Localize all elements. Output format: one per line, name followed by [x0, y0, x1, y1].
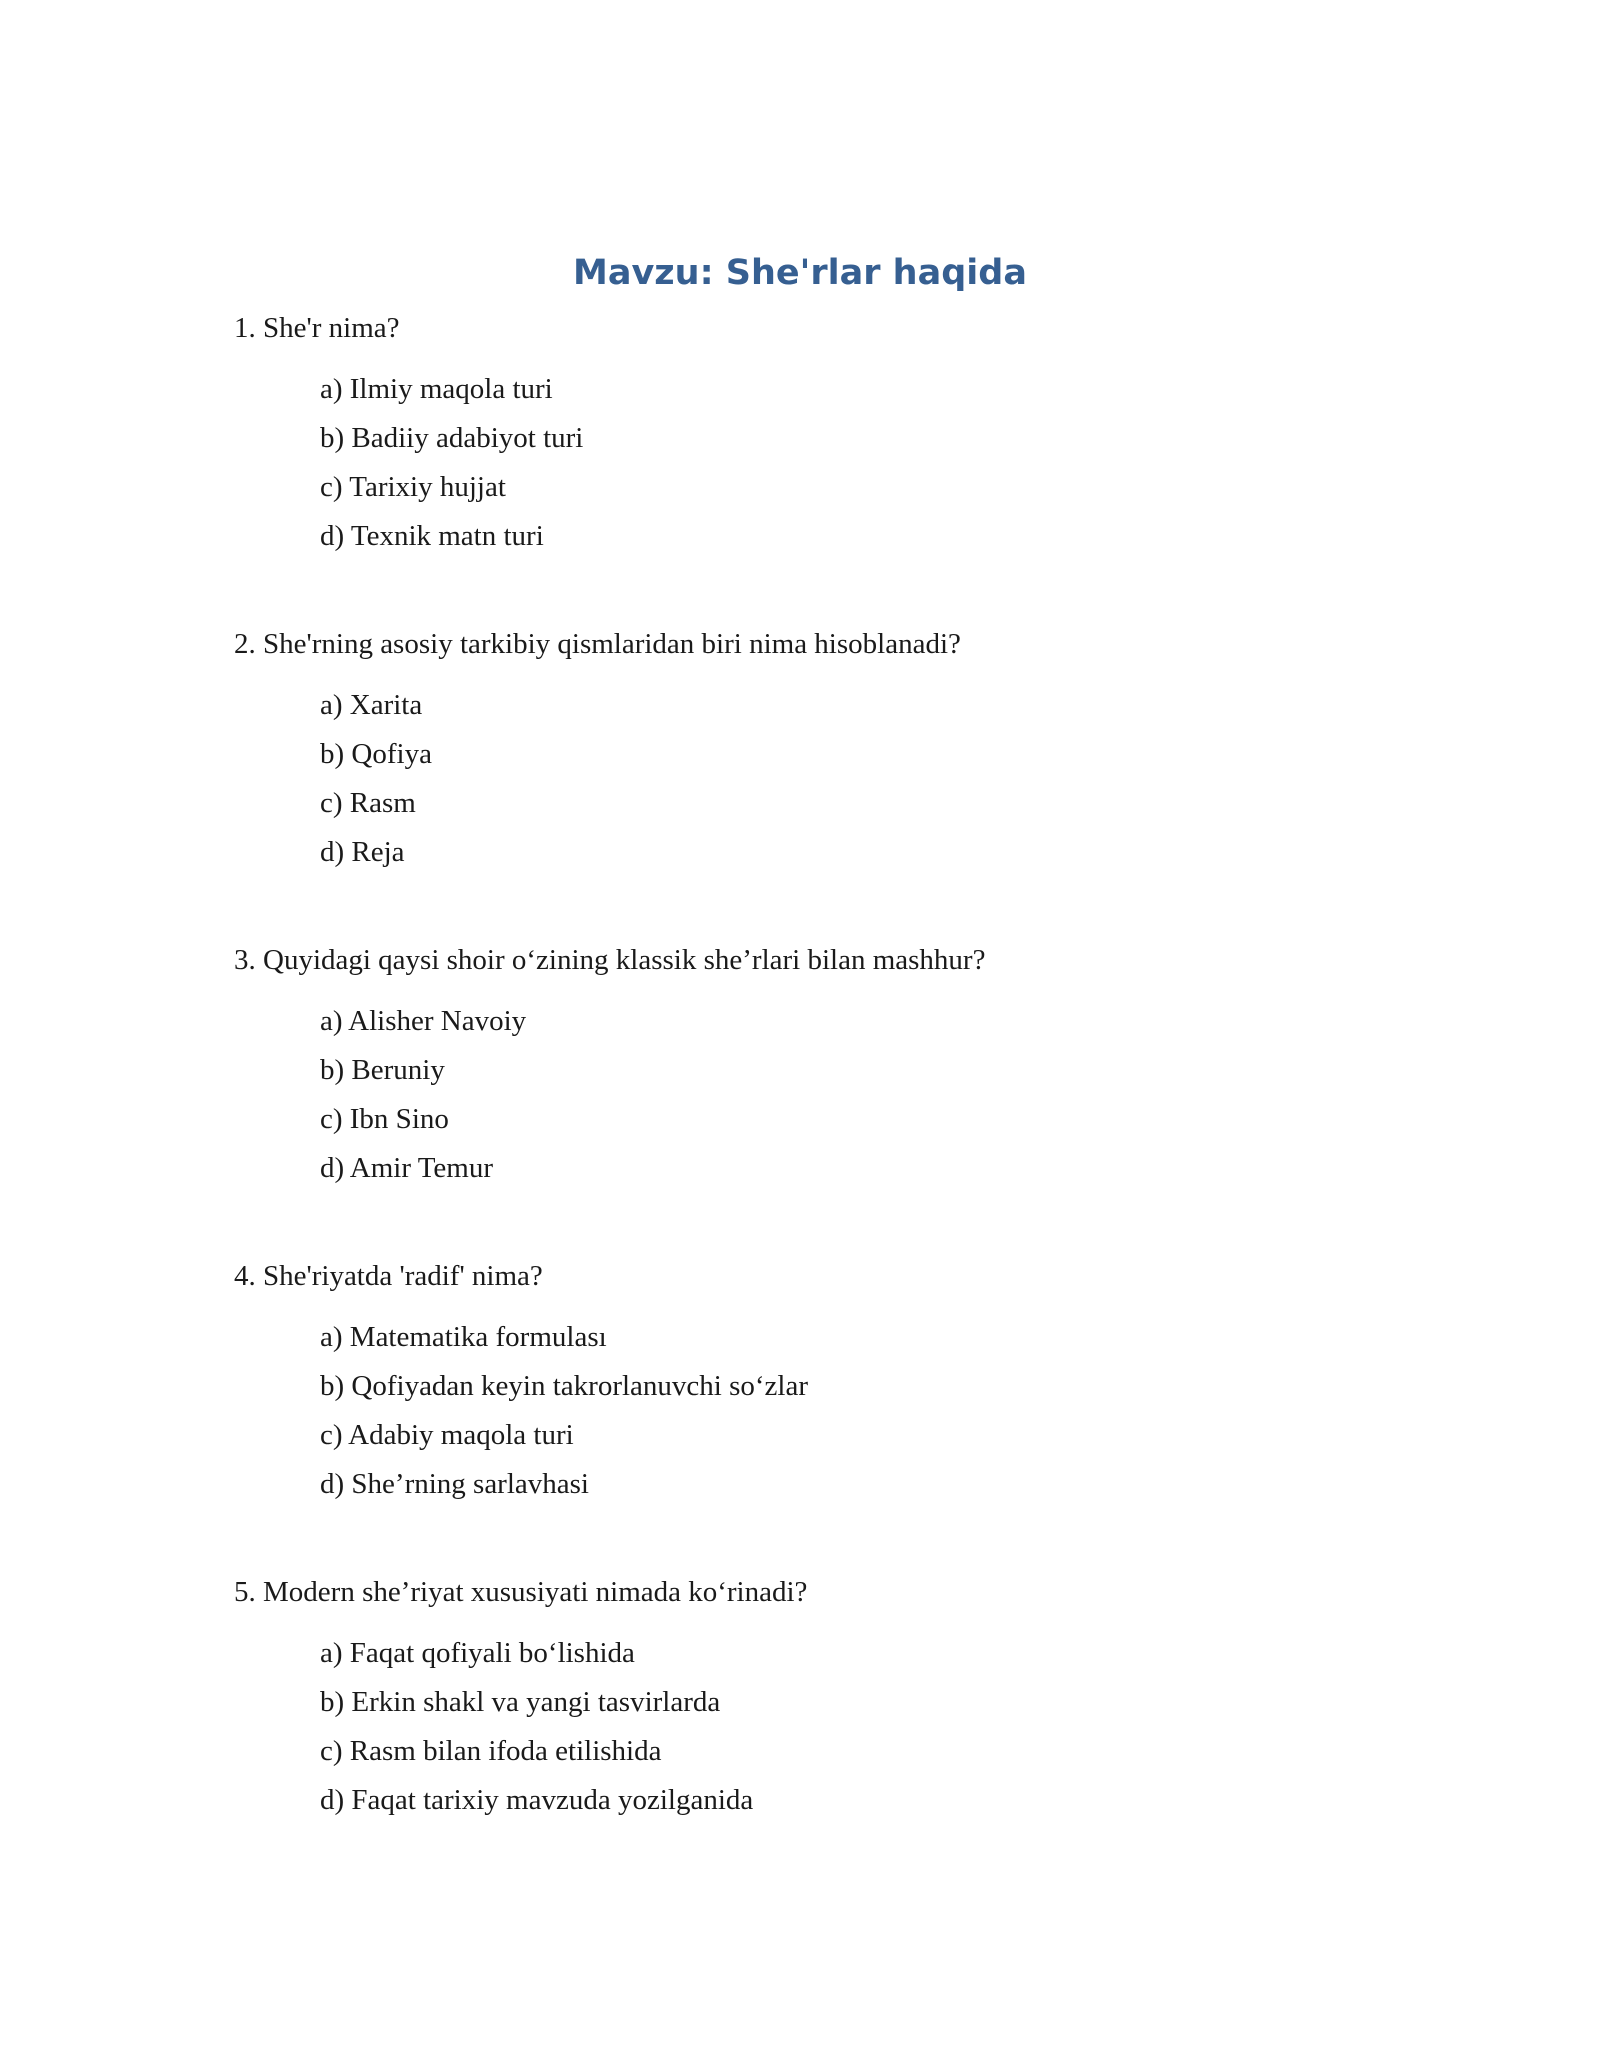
option-5b: b) Erkin shakl va yangi tasvirlarda — [320, 1686, 721, 1718]
question-text-1: 1. She'r nima? — [234, 312, 400, 344]
options-list-1 — [234, 365, 1414, 561]
option-3b: b) Beruniy — [320, 1054, 445, 1086]
question-text-3: 3. Quyidagi qaysi shoir o‘zining klassik she’rlari bilan mashhur? — [234, 944, 986, 976]
option-5a: a) Faqat qofiyali bo‘lishida — [320, 1637, 635, 1669]
options-list-4 — [234, 1313, 1414, 1509]
option-3d: d) Amir Temur — [320, 1152, 494, 1184]
question-block-1 — [234, 308, 1414, 561]
option-1d: d) Texnik matn turi — [320, 520, 544, 552]
option-2c: c) Rasm — [320, 787, 416, 819]
question-block-4 — [234, 1256, 1414, 1509]
options-list-5 — [234, 1629, 1414, 1825]
option-4b: b) Qofiyadan keyin takrorlanuvchi so‘zlar — [320, 1370, 808, 1402]
options-list-3 — [234, 997, 1414, 1193]
question-text-2: 2. She'rning asosiy tarkibiy qismlaridan biri nima hisoblanadi? — [234, 628, 961, 660]
question-block-3 — [234, 940, 1414, 1193]
page-title: Mavzu: She'rlar haqida — [573, 253, 1027, 293]
option-3a: a) Alisher Navoiy — [320, 1005, 527, 1037]
option-4d: d) She’rning sarlavhasi — [320, 1468, 589, 1500]
options-list-2 — [234, 681, 1414, 877]
option-4a: a) Matematika formulası — [320, 1321, 607, 1353]
option-5c: c) Rasm bilan ifoda etilishida — [320, 1735, 662, 1767]
question-text-4: 4. She'riyatda 'radif' nima? — [234, 1260, 543, 1292]
option-1c: c) Tarixiy hujjat — [320, 471, 506, 503]
option-5d: d) Faqat tarixiy mavzuda yozilganida — [320, 1784, 754, 1816]
question-block-5 — [234, 1572, 1414, 1825]
option-1a: a) Ilmiy maqola turi — [320, 373, 553, 405]
option-1b: b) Badiiy adabiyot turi — [320, 422, 584, 454]
option-3c: c) Ibn Sino — [320, 1103, 449, 1135]
quiz-list — [234, 308, 1414, 1888]
option-2a: a) Xarita — [320, 689, 423, 721]
option-2d: d) Reja — [320, 836, 405, 868]
question-block-2 — [234, 624, 1414, 877]
option-2b: b) Qofiya — [320, 738, 432, 770]
question-text-5: 5. Modern she’riyat xususiyati nimada ko‘rinadi? — [234, 1576, 808, 1608]
option-4c: c) Adabiy maqola turi — [320, 1419, 574, 1451]
